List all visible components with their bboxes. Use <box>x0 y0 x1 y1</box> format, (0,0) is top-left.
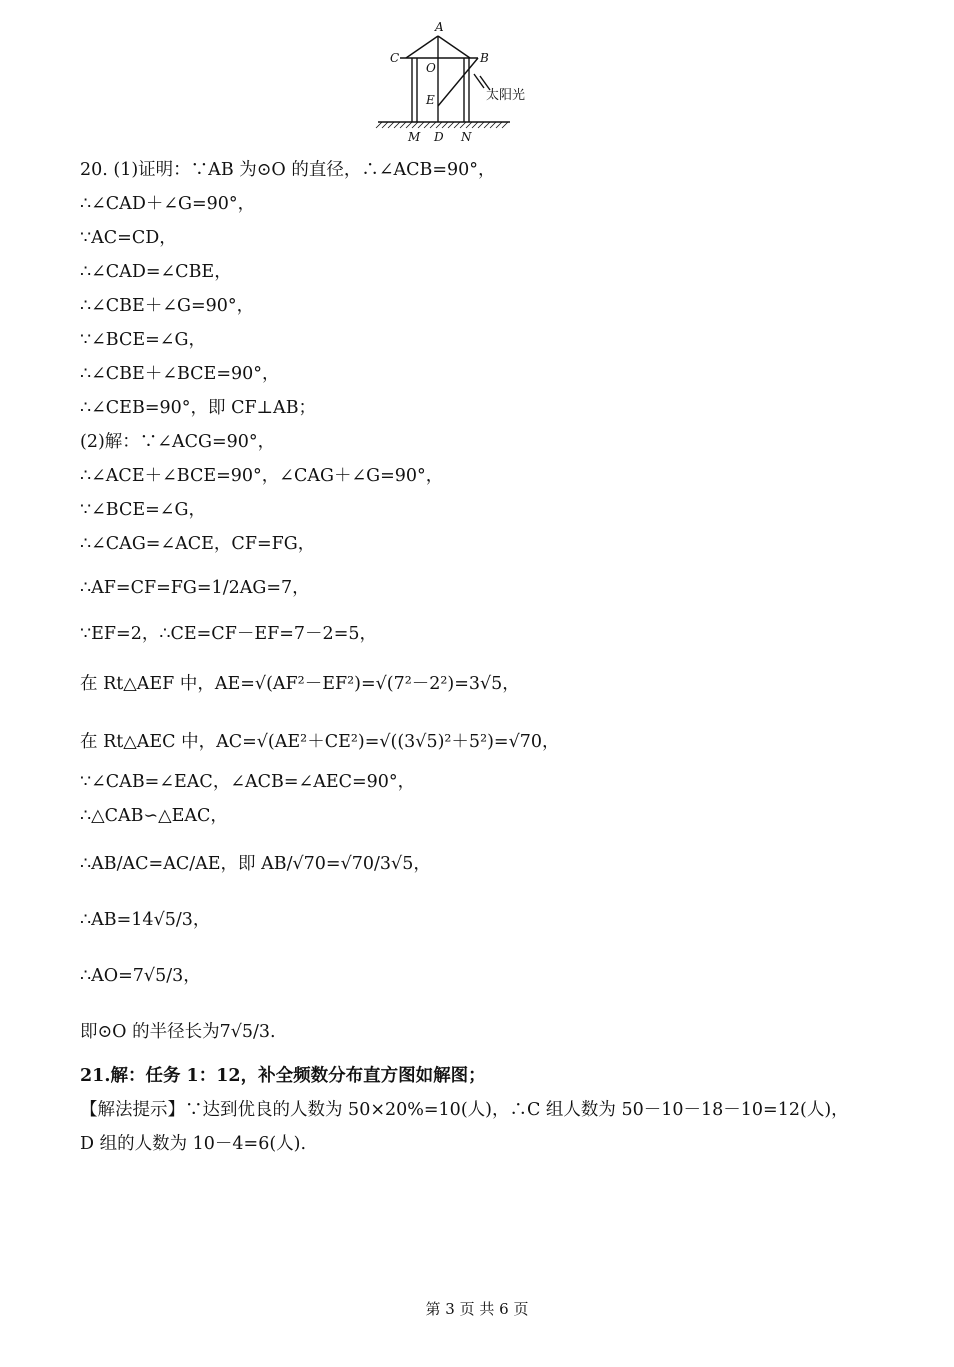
line-14: ∵EF=2，∴CE=CF－EF=7－2=5， <box>80 624 377 644</box>
line-16: 在 Rt△AEC 中，AC=√(AE²＋CE²)=√((3√5)²＋5²)=√70， <box>80 732 560 752</box>
label-e: E <box>426 93 435 107</box>
light-ray-1 <box>474 74 484 88</box>
label-c: C <box>390 51 400 65</box>
line-8: ∴∠CEB=90°，即 CF⊥AB； <box>80 398 317 418</box>
label-o: O <box>426 61 436 75</box>
roof-left <box>406 36 438 58</box>
line-24: 【解法提示】∵达到优良的人数为 50×20%=10(人)，∴C 组人数为 50－10－18－10=12(人)， <box>80 1100 849 1120</box>
label-n: N <box>461 130 472 144</box>
line-9: (2)解：∵∠ACG=90°， <box>80 432 276 452</box>
shadow-line <box>438 58 478 106</box>
line-22: 即⊙O 的半径长为7√5/3. <box>80 1022 276 1042</box>
line-17: ∵∠CAB=∠EAC，∠ACB=∠AEC=90°， <box>80 772 416 792</box>
line-21: ∴AO=7√5/3， <box>80 966 201 986</box>
label-m: M <box>408 130 421 144</box>
label-a: A <box>435 20 444 34</box>
label-d: D <box>434 130 444 144</box>
line-18: ∴△CAB∽△EAC， <box>80 806 228 826</box>
roof-right <box>438 36 470 58</box>
line-19: ∴AB/AC=AC/AE，即 AB/√70=√70/3√5， <box>80 854 431 874</box>
line-15: 在 Rt△AEF 中，AE=√(AF²－EF²)=√(7²－2²)=3√5， <box>80 674 520 694</box>
line-10: ∴∠ACE＋∠BCE=90°，∠CAG＋∠G=90°， <box>80 466 444 486</box>
line-5: ∴∠CBE＋∠G=90°， <box>80 296 255 316</box>
sunlight-label: 太阳光 <box>486 88 526 103</box>
line-20: ∴AB=14√5/3， <box>80 910 211 930</box>
page-footer: 第 3 页 共 6 页 <box>425 1300 529 1318</box>
line-2: ∴∠CAD＋∠G=90°， <box>80 194 256 214</box>
label-b: B <box>480 51 489 65</box>
line-7: ∴∠CBE＋∠BCE=90°， <box>80 364 280 384</box>
line-3: ∵AC=CD， <box>80 228 177 248</box>
line-25: D 组的人数为 10－4=6(人). <box>80 1134 307 1154</box>
line-6: ∵∠BCE=∠G， <box>80 330 206 350</box>
line-11: ∵∠BCE=∠G， <box>80 500 206 520</box>
line-4: ∴∠CAD=∠CBE， <box>80 262 232 282</box>
line-23: 21.解：任务 1：12，补全频数分布直方图如解图； <box>80 1066 486 1086</box>
line-1: 20. (1)证明：∵AB 为⊙O 的直径，∴∠ACB=90°， <box>80 160 496 180</box>
line-12: ∴∠CAG=∠ACE，CF=FG， <box>80 534 316 554</box>
house-sunlight-figure <box>370 18 550 148</box>
line-13: ∴AF=CF=FG=1/2AG=7， <box>80 578 310 598</box>
